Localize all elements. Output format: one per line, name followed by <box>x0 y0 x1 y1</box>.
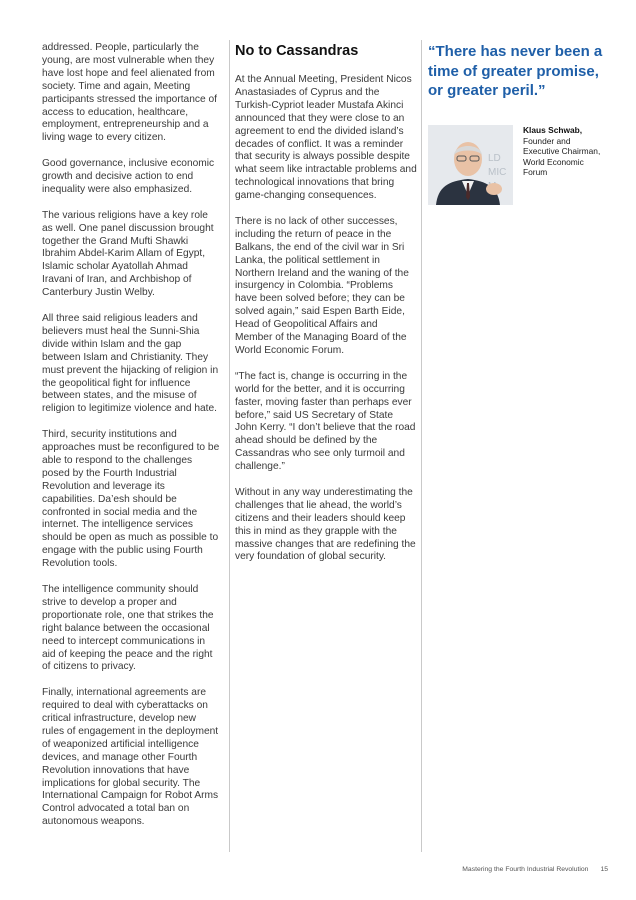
column-middle <box>235 42 417 577</box>
paragraph: addressed. People, particularly the young, are most vulnerable when they have lost hope and feel alienated from society. Time and again, Meeting participants stressed the importance of access to education, healthcare, employment, entrepreneurship and a living wage to every citizen. <box>42 42 217 144</box>
speaker-name: Klaus Schwab, <box>523 125 583 135</box>
paragraph: “The fact is, change is occurring in the world for the better, and it is occurring faster, moving faster than perhaps ever before,” said US Secretary of State John Kerry. “I don’t believe that the road ahead should be defined by the Cassandras who see only turmoil and challenge.” <box>235 370 416 473</box>
speaker-caption <box>523 125 608 178</box>
page-number: 15 <box>600 866 608 873</box>
column-divider-right <box>421 40 422 852</box>
paragraph: Good governance, inclusive economic growth and decisive action to end inequality were also emphasized. <box>42 158 215 195</box>
page-footer <box>462 866 608 873</box>
speaker-role: Founder and Executive Chairman, World Economic Forum <box>523 135 601 178</box>
backdrop-text: MIC <box>488 167 507 178</box>
column-right <box>428 42 606 101</box>
paragraph: Without in any way underestimating the challenges that lie ahead, the world’s citizens and their leaders should keep this in mind as they grapple with the massive changes that are redefining the very foundation of global security. <box>235 486 416 563</box>
column-divider-left <box>229 40 230 852</box>
paragraph: The various religions have a key role as well. One panel discussion brought together the Grand Mufti Shawki Ibrahim Abdel-Karim Allam of Egypt, Islamic scholar Ayatollah Ahmad Iravani of Iran, and Archbishop of Canterbury Justin Welby. <box>42 209 214 299</box>
section-heading: No to Cassandras <box>235 43 359 59</box>
paragraph: There is no lack of other successes, including the return of peace in the Balkans, the end of the civil war in Sri Lanka, the political settlement in Northern Ireland and the waning of the insurgency in Colombia. “Problems have been solved before; they can be solved again,” said Espen Barth Eide, Head of Geopolitical Affairs and Member of the Managing Board of the World Economic Forum. <box>235 215 409 357</box>
paragraph: Third, security institutions and approaches must be reconfigured to be able to respond to the challenges posed by the Fourth Industrial Revolution and leverage its capabilities. Da’esh should be confronted in social media and the internet. The intelligence services should be open as much as possible to engage with the public using Fourth Revolution tools. <box>42 429 220 570</box>
footer-title: Mastering the Fourth Industrial Revolution <box>462 866 589 873</box>
pull-quote: “There has never been a time of greater promise, or greater peril.” <box>428 43 603 99</box>
paragraph: The intelligence community should strive to develop a proper and proportionate role, one that strikes the right balance between the occasional need to intercept communications in aid of keeping the peace and the right of citizens to privacy. <box>42 583 214 673</box>
speaker-photo-illustration <box>428 125 513 205</box>
column-left <box>42 42 220 842</box>
speaker-profile <box>428 125 606 207</box>
paragraph: All three said religious leaders and believers must heal the Sunni-Shia divide within Islam and the gap between Islam and Christianity. They must prevent the hijacking of religion in the geopolitical fight for influence between states, and the misuse of religion to legitimize violence and hate. <box>42 312 219 415</box>
speaker-photo <box>428 125 513 205</box>
paragraph: At the Annual Meeting, President Nicos Anastasiades of Cyprus and the Turkish-Cypriot leader Mustafa Akinci announced that they were close to an agreement to end the divided island’s decades of conflict. It was a reminder that security is always possible despite what seem like intractable problems and technological innovations that bring game-changing consequences. <box>235 74 417 202</box>
paragraph: Finally, international agreements are required to deal with cyberattacks on critical infrastructure, develop new rules of engagement in the deployment of weaponized artificial intelligence devices, and manage other Fourth Revolution innovations that have implications for global security. The International Campaign for Robot Arms Control advocated a total ban on autonomous weapons. <box>42 687 219 828</box>
backdrop-text: LD <box>488 153 501 164</box>
